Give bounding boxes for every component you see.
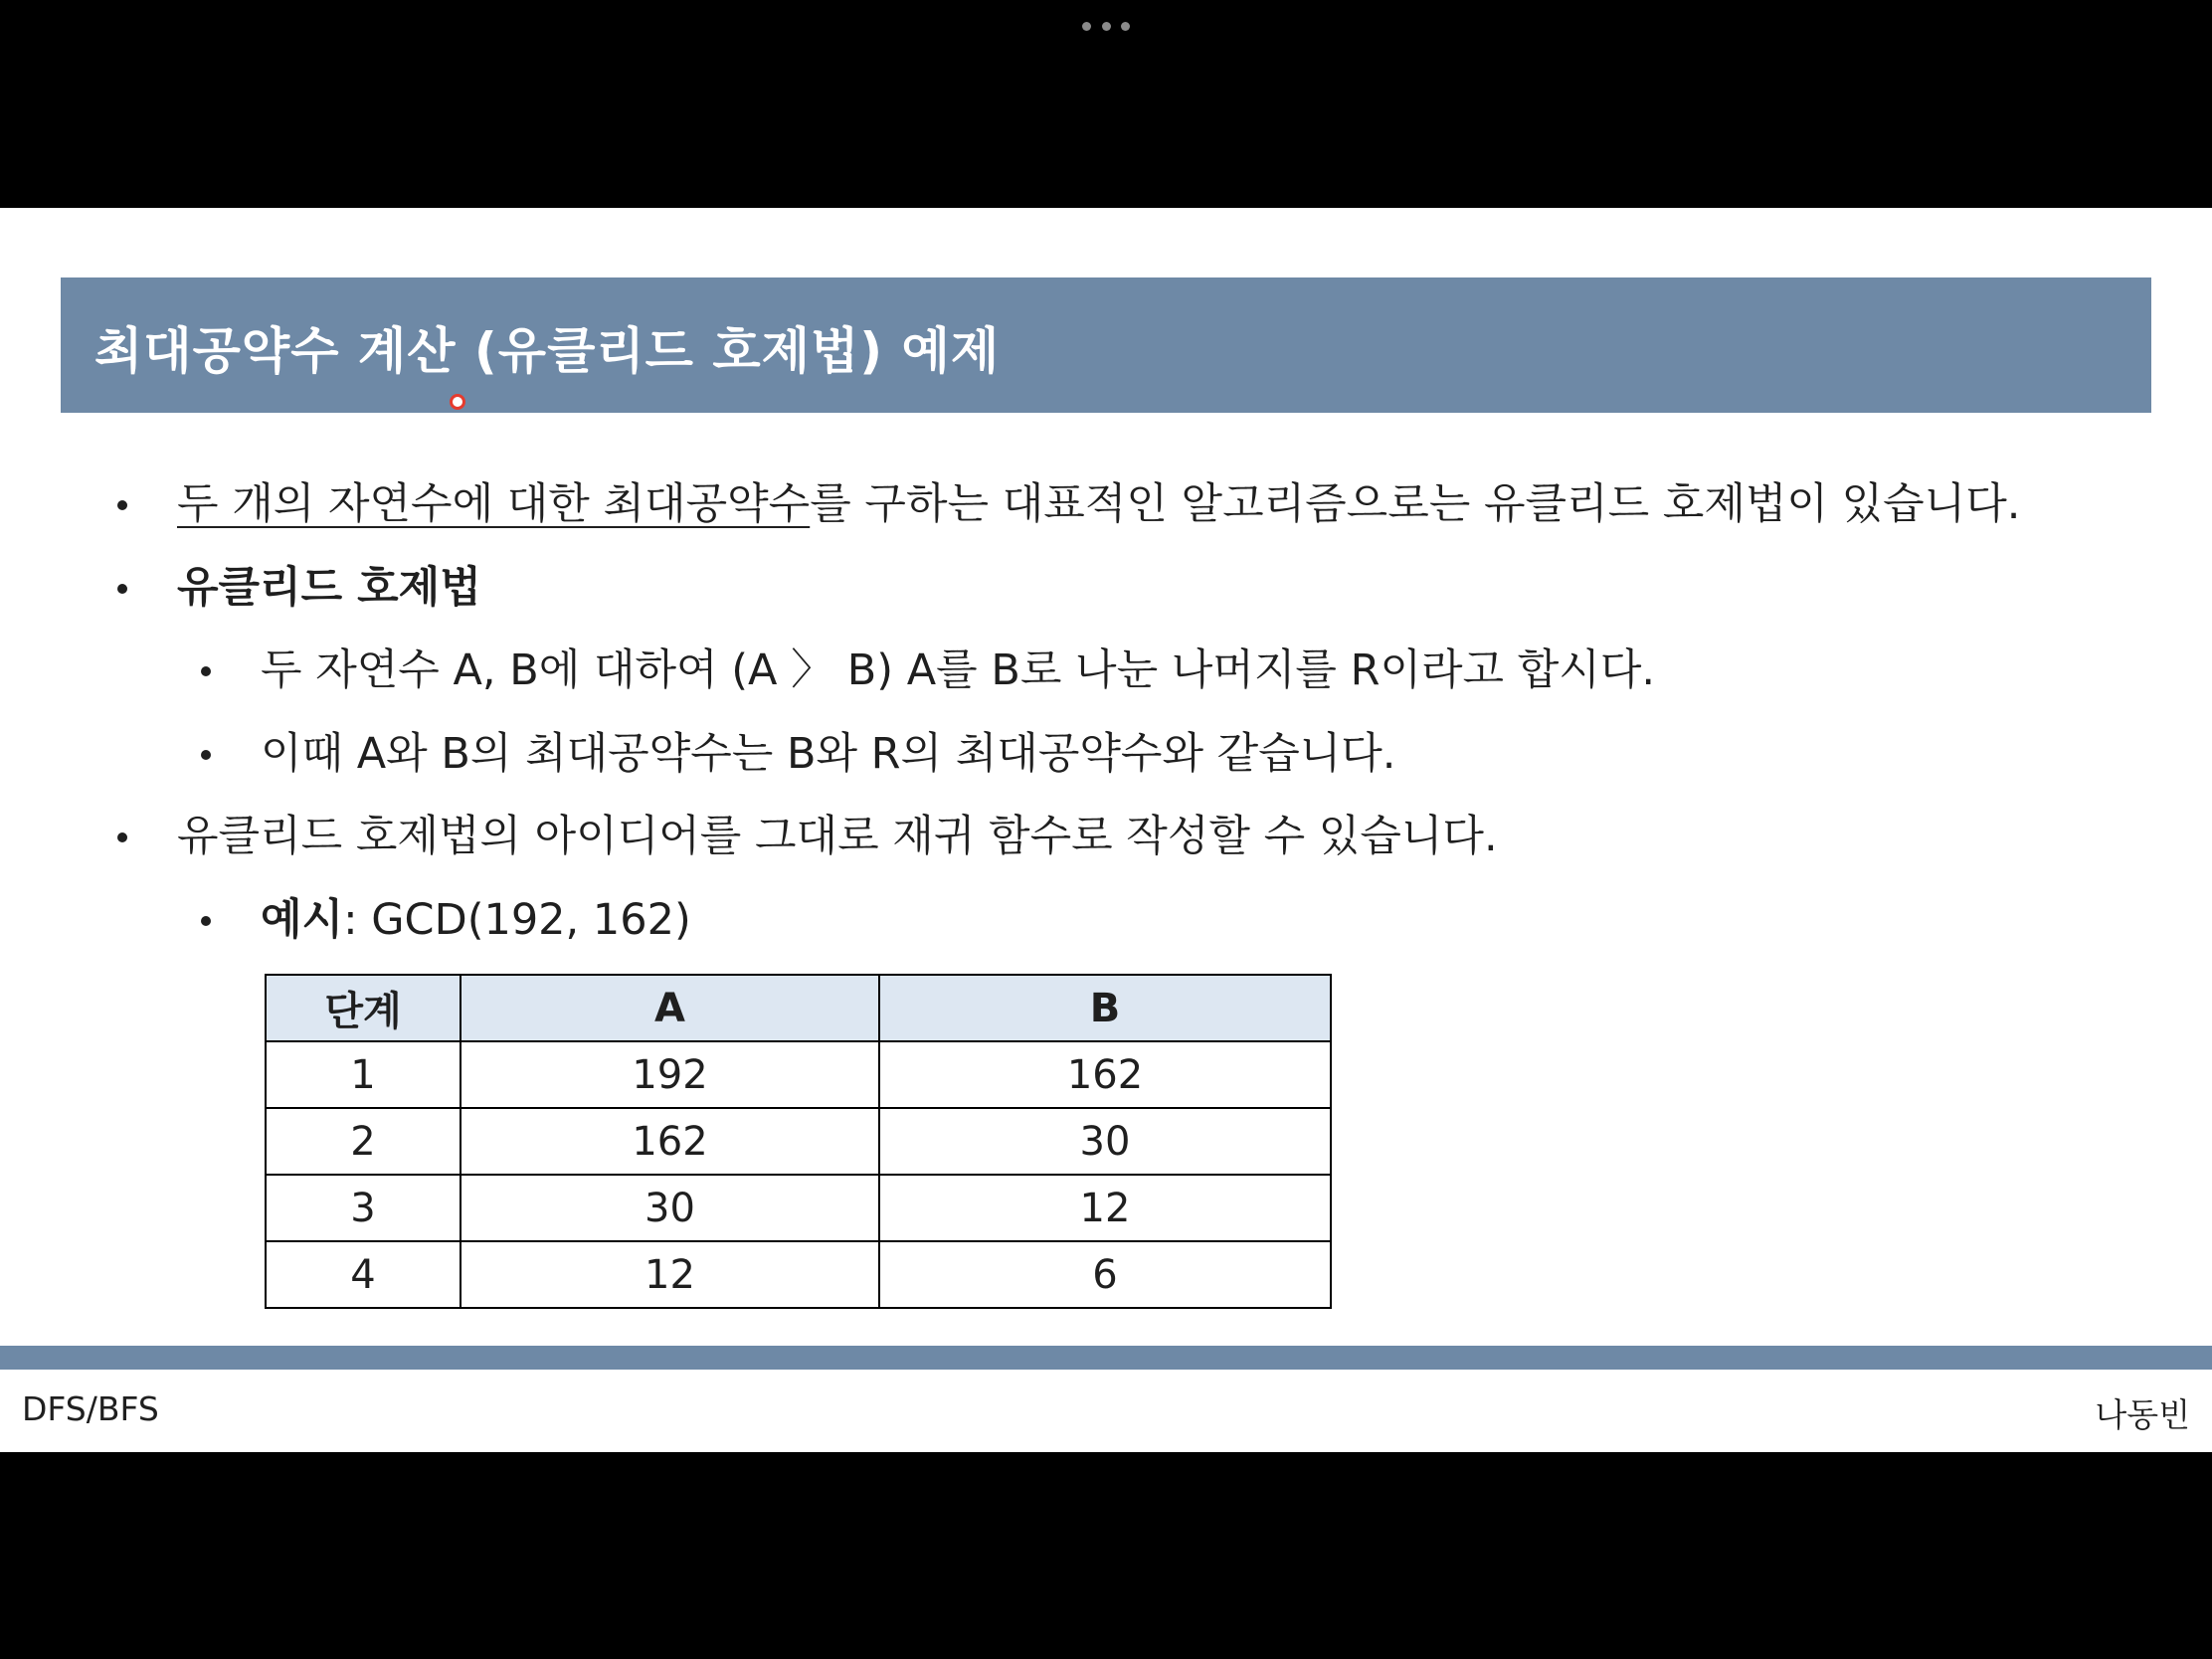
table-cell: 30 bbox=[879, 1108, 1331, 1175]
footer-band bbox=[0, 1346, 2212, 1370]
table-row bbox=[266, 1241, 1331, 1308]
footer-topic: DFS/BFS bbox=[22, 1389, 159, 1428]
table-cell: 192 bbox=[461, 1041, 879, 1108]
bullet-text: 유클리드 호제법의 아이디어를 그대로 재귀 함수로 작성할 수 있습니다. bbox=[177, 812, 1498, 861]
table-header-row bbox=[266, 975, 1331, 1041]
bullet-euclid-def bbox=[201, 643, 1655, 698]
bullet-text: 이때 A와 B의 최대공약수는 B와 R의 최대공약수와 같습니다. bbox=[261, 729, 1396, 779]
dot bbox=[1082, 22, 1091, 31]
bullet-text: 두 자연수 A, B에 대하여 (A 〉 B) A를 B로 나눈 나머지를 R이라고 합시다. bbox=[261, 645, 1656, 695]
table-cell: 4 bbox=[266, 1241, 461, 1308]
bullet-text bbox=[261, 895, 691, 945]
bullet-intro bbox=[117, 476, 2020, 532]
slide-title-bar bbox=[61, 277, 2151, 413]
table-cell: 30 bbox=[461, 1175, 879, 1241]
table-cell: 1 bbox=[266, 1041, 461, 1108]
laser-pointer bbox=[450, 394, 465, 410]
bullet-icon bbox=[201, 750, 211, 760]
bullet-text: 유클리드 호제법 bbox=[177, 563, 481, 613]
bullet-icon bbox=[201, 666, 211, 676]
table-cell: 12 bbox=[879, 1175, 1331, 1241]
dot bbox=[1102, 22, 1111, 31]
example-label: 예시 bbox=[261, 895, 344, 945]
table-cell: 2 bbox=[266, 1108, 461, 1175]
table-cell: 12 bbox=[461, 1241, 879, 1308]
more-horizontal-icon[interactable] bbox=[1082, 20, 1130, 32]
underlined-text: 두 개의 자연수에 대한 최대공약수 bbox=[177, 479, 811, 529]
bullet-icon bbox=[117, 832, 127, 842]
bullet-icon bbox=[117, 500, 127, 510]
column-header-step: 단계 bbox=[266, 975, 461, 1041]
bullet-text bbox=[177, 479, 2020, 529]
table-row bbox=[266, 1175, 1331, 1241]
bullet-recursion bbox=[117, 809, 1498, 864]
table-row bbox=[266, 1041, 1331, 1108]
table-cell: 6 bbox=[879, 1241, 1331, 1308]
column-header-b: B bbox=[879, 975, 1331, 1041]
video-bottom-bar bbox=[0, 1452, 2212, 1659]
bullet-example bbox=[201, 892, 691, 948]
footer-author: 나동빈 bbox=[2095, 1395, 2190, 1434]
bullet-euclid-heading bbox=[117, 560, 481, 616]
bullet-euclid-property bbox=[201, 726, 1395, 782]
slide bbox=[0, 208, 2212, 1452]
table-cell: 162 bbox=[879, 1041, 1331, 1108]
slide-title: 최대공약수 계산 (유클리드 호제법) 예제 bbox=[94, 322, 1001, 380]
bullet-icon bbox=[201, 916, 211, 926]
video-top-bar bbox=[0, 0, 2212, 208]
dot bbox=[1121, 22, 1130, 31]
table-cell: 162 bbox=[461, 1108, 879, 1175]
example-text: : GCD(192, 162) bbox=[343, 895, 691, 945]
gcd-steps-table bbox=[265, 974, 1332, 1309]
column-header-a: A bbox=[461, 975, 879, 1041]
text-rest: 를 구하는 대표적인 알고리즘으로는 유클리드 호제법이 있습니다. bbox=[810, 479, 2021, 529]
table-cell: 3 bbox=[266, 1175, 461, 1241]
bullet-icon bbox=[117, 584, 127, 594]
table-row bbox=[266, 1108, 1331, 1175]
